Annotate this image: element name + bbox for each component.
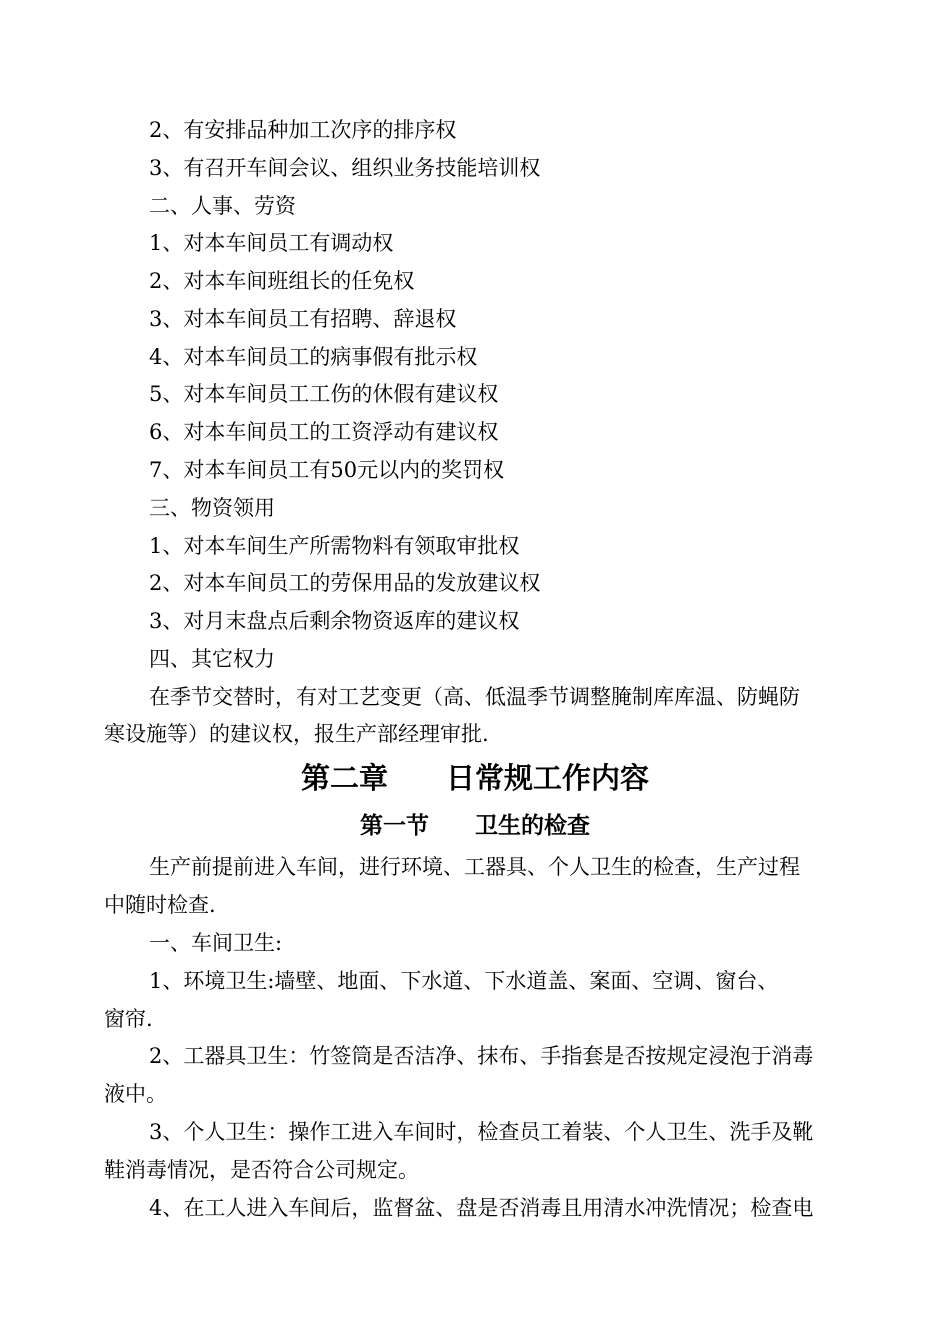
text-line: 寒设施等）的建议权，报生产部经理审批. [104,722,489,746]
paragraph-line: 2、工器具卫生：竹签筒是否洁净、抹布、手指套是否按规定浸泡于消毒 [149,1044,814,1068]
text-line: 3、对本车间员工有招聘、辞退权 [149,307,457,331]
paragraph-line: 中随时检查. [104,893,216,917]
text-line: 6、对本车间员工的工资浮动有建议权 [149,420,499,444]
paragraph-line: 液中。 [104,1082,167,1106]
text-line: 1、对本车间生产所需物料有领取审批权 [149,534,520,558]
text-line: 1、对本车间员工有调动权 [149,231,394,255]
paragraph-line: 一、车间卫生: [149,931,283,955]
chapter-title: 第二章 日常规工作内容 [300,761,649,795]
text-line: 2、有安排品种加工次序的排序权 [149,118,457,142]
text-line: 2、对本车间员工的劳保用品的发放建议权 [149,571,541,595]
paragraph-line: 4、在工人进入车间后，监督盆、盘是否消毒且用清水冲洗情况；检查电 [149,1196,814,1220]
paragraph-line: 鞋消毒情况，是否符合公司规定。 [104,1158,419,1182]
text-line: 3、对月末盘点后剩余物资返库的建议权 [149,609,520,633]
paragraph-line: 1、环境卫生:墙壁、地面、下水道、下水道盖、案面、空调、窗台、 [149,969,779,993]
text-line: 在季节交替时，有对工艺变更（高、低温季节调整腌制库库温、防蝇防 [149,685,800,709]
text-line: 7、对本车间员工有50元以内的奖罚权 [149,458,505,482]
paragraph-line: 3、个人卫生：操作工进入车间时，检查员工着装、个人卫生、洗手及靴 [149,1120,814,1144]
text-line: 四、其它权力 [149,647,275,671]
text-line: 4、对本车间员工的病事假有批示权 [149,345,478,369]
text-line: 三、物资领用 [149,496,275,520]
text-line: 2、对本车间班组长的任免权 [149,269,415,293]
paragraph-line: 生产前提前进入车间，进行环境、工器具、个人卫生的检查，生产过程 [149,855,800,879]
text-line: 二、人事、劳资 [149,194,296,218]
text-line: 5、对本车间员工工伤的休假有建议权 [149,382,499,406]
section-title: 第一节 卫生的检查 [360,813,590,839]
paragraph-line: 窗帘. [104,1007,153,1031]
text-line: 3、有召开车间会议、组织业务技能培训权 [149,156,541,180]
